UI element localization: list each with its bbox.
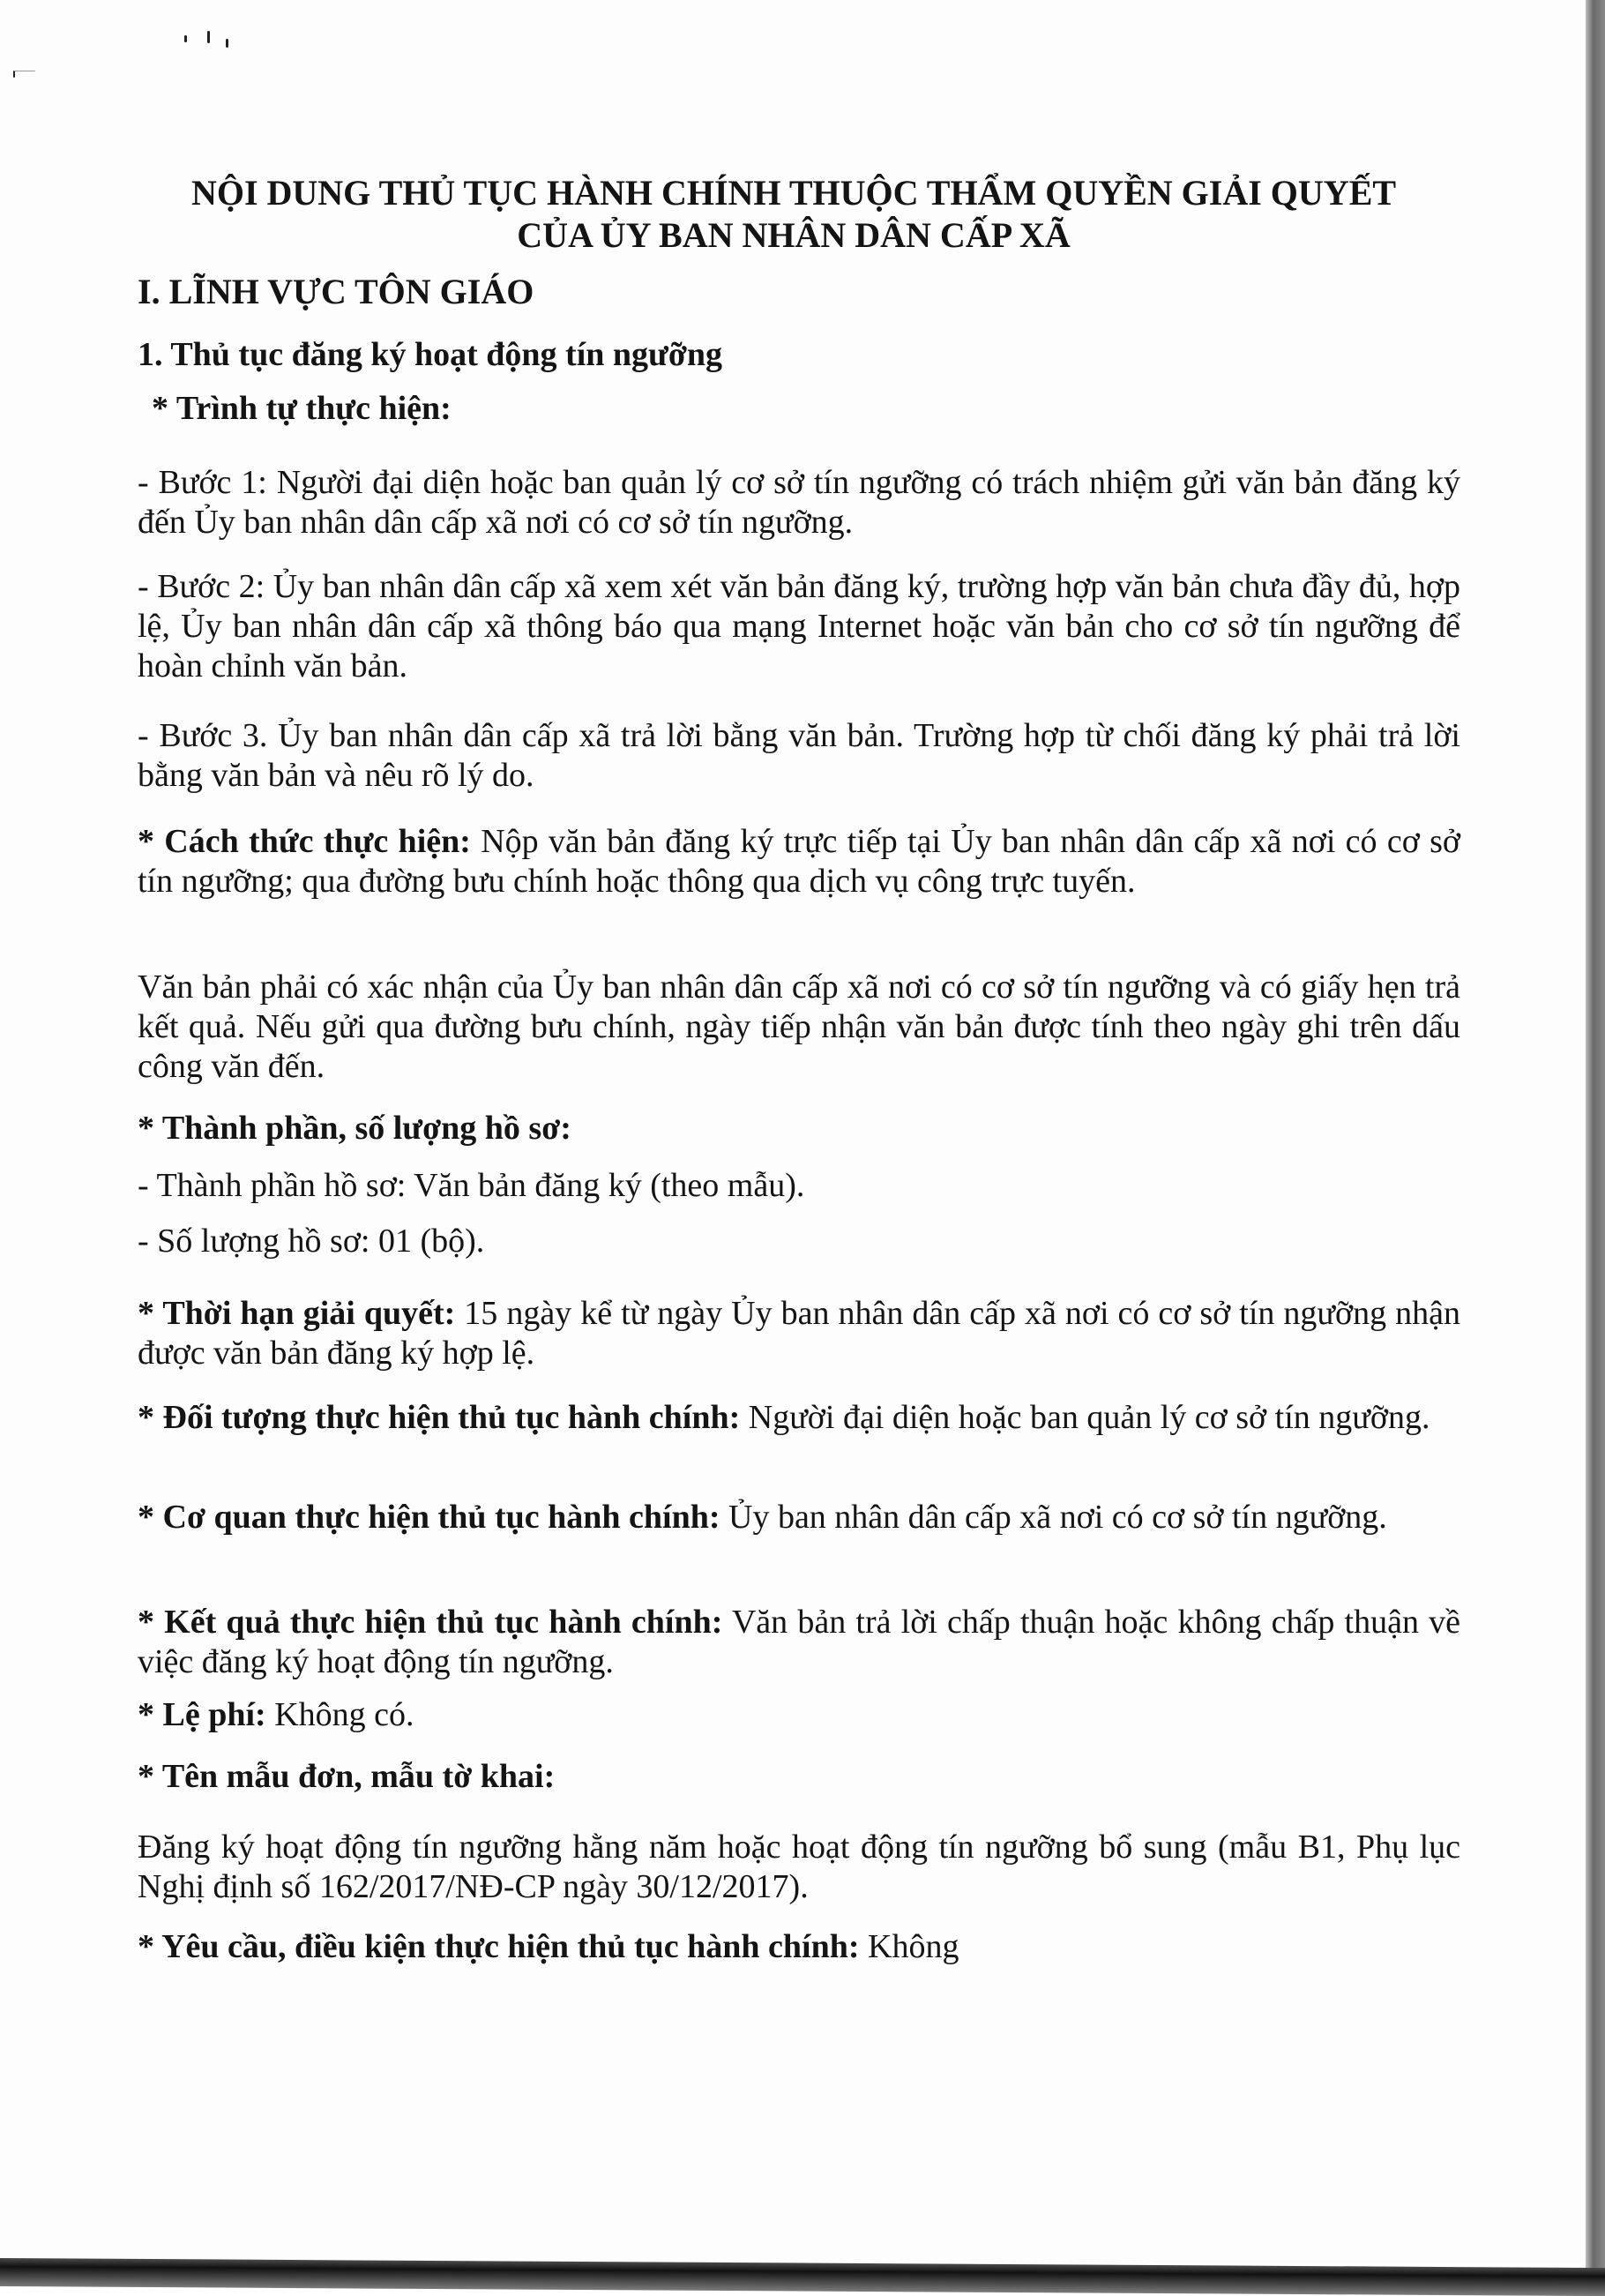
requirements-label: * Yêu cầu, điều kiện thực hiện thủ tục hành chính: — [138, 1928, 860, 1965]
method-paragraph — [138, 822, 1460, 901]
section-heading: I. LĨNH VỰC TÔN GIÁO — [138, 272, 534, 311]
agency-label: * Cơ quan thực hiện thủ tục hành chính: — [138, 1499, 720, 1536]
fee-paragraph — [138, 1695, 1460, 1735]
fee-text: Không có. — [265, 1696, 414, 1733]
requirements-paragraph — [138, 1927, 1460, 1967]
document-title-line-1: NỘI DUNG THỦ TỤC HÀNH CHÍNH THUỘC THẨM QUYỀN GIẢI QUYẾT — [190, 173, 1397, 213]
dossier-item-1: - Thành phần hồ sơ: Văn bản đăng ký (theo mẫu). — [138, 1167, 805, 1204]
subjects-text: Người đại diện hoặc ban quản lý cơ sở tín ngưỡng. — [740, 1399, 1430, 1436]
sequence-label: * Trình tự thực hiện: — [152, 390, 452, 427]
dossier-label: * Thành phần, số lượng hồ sơ: — [138, 1110, 571, 1147]
requirements-text: Không — [859, 1928, 959, 1965]
subjects-label: * Đối tượng thực hiện thủ tục hành chính: — [138, 1399, 741, 1436]
agency-paragraph — [138, 1498, 1460, 1537]
scanner-edge-bottom — [0, 2258, 1605, 2296]
method-note: Văn bản phải có xác nhận của Ủy ban nhân dân cấp xã nơi có cơ sở tín ngưỡng và có giấy hẹn trả kết quả. Nếu gửi qua đường bưu chính, ngày tiếp nhận văn bản được tính theo ngày ghi trên dấu công văn đến. — [138, 969, 1460, 1085]
procedure-title: 1. Thủ tục đăng ký hoạt động tín ngưỡng — [138, 336, 722, 373]
method-label: * Cách thức thực hiện: — [138, 823, 471, 860]
fee-label: * Lệ phí: — [138, 1696, 266, 1733]
step-1: - Bước 1: Người đại diện hoặc ban quản lý cơ sở tín ngưỡng có trách nhiệm gửi văn bản đăng ký đến Ủy ban nhân dân cấp xã nơi có cơ sở tín ngưỡng. — [138, 464, 1460, 541]
deadline-paragraph — [138, 1294, 1460, 1373]
scanner-edge-right — [1586, 0, 1605, 2286]
dossier-item-2: - Số lượng hồ sơ: 01 (bộ). — [138, 1223, 485, 1260]
step-2: - Bước 2: Ủy ban nhân dân cấp xã xem xét văn bản đăng ký, trường hợp văn bản chưa đầy đủ, hợp lệ, Ủy ban nhân dân cấp xã thông báo qua mạng Internet hoặc văn bản cho cơ sở tín ngưỡng để hoàn chỉnh văn bản. — [138, 568, 1460, 684]
deadline-text: 15 ngày kể từ ngày Ủy ban nhân dân cấp xã nơi có cơ sở tín ngưỡng nhận được văn bản đăng ký hợp lệ. — [138, 1295, 1460, 1372]
step-3: - Bước 3. Ủy ban nhân dân cấp xã trả lời bằng văn bản. Trường hợp từ chối đăng ký phải trả lời bằng văn bản và nêu rõ lý do. — [138, 717, 1460, 794]
scan-speck — [226, 39, 228, 48]
result-paragraph — [138, 1603, 1460, 1682]
method-text: Nộp văn bản đăng ký trực tiếp tại Ủy ban nhân dân cấp xã nơi có cơ sở tín ngưỡng; qua đường bưu chính hoặc thông qua dịch vụ công trực tuyến. — [138, 823, 1460, 900]
scan-speck — [13, 71, 15, 78]
form-name-label: * Tên mẫu đơn, mẫu tờ khai: — [138, 1758, 556, 1795]
document-title-line-2: CỦA ỦY BAN NHÂN DÂN CẤP XÃ — [517, 215, 1071, 255]
result-text: Văn bản trả lời chấp thuận hoặc không chấp thuận về việc đăng ký hoạt động tín ngưỡng. — [138, 1604, 1461, 1680]
result-label: * Kết quả thực hiện thủ tục hành chính: — [138, 1604, 723, 1641]
scan-speck — [184, 35, 187, 42]
deadline-label: * Thời hạn giải quyết: — [138, 1295, 456, 1332]
agency-text: Ủy ban nhân dân cấp xã nơi có cơ sở tín ngưỡng. — [720, 1499, 1387, 1536]
subjects-paragraph — [138, 1398, 1460, 1438]
scan-speck — [207, 31, 210, 43]
form-name-text: Đăng ký hoạt động tín ngưỡng hằng năm hoặc hoạt động tín ngưỡng bổ sung (mẫu B1, Phụ lục Nghị định số 162/2017/NĐ-CP ngày 30/12/2017). — [138, 1829, 1460, 1905]
